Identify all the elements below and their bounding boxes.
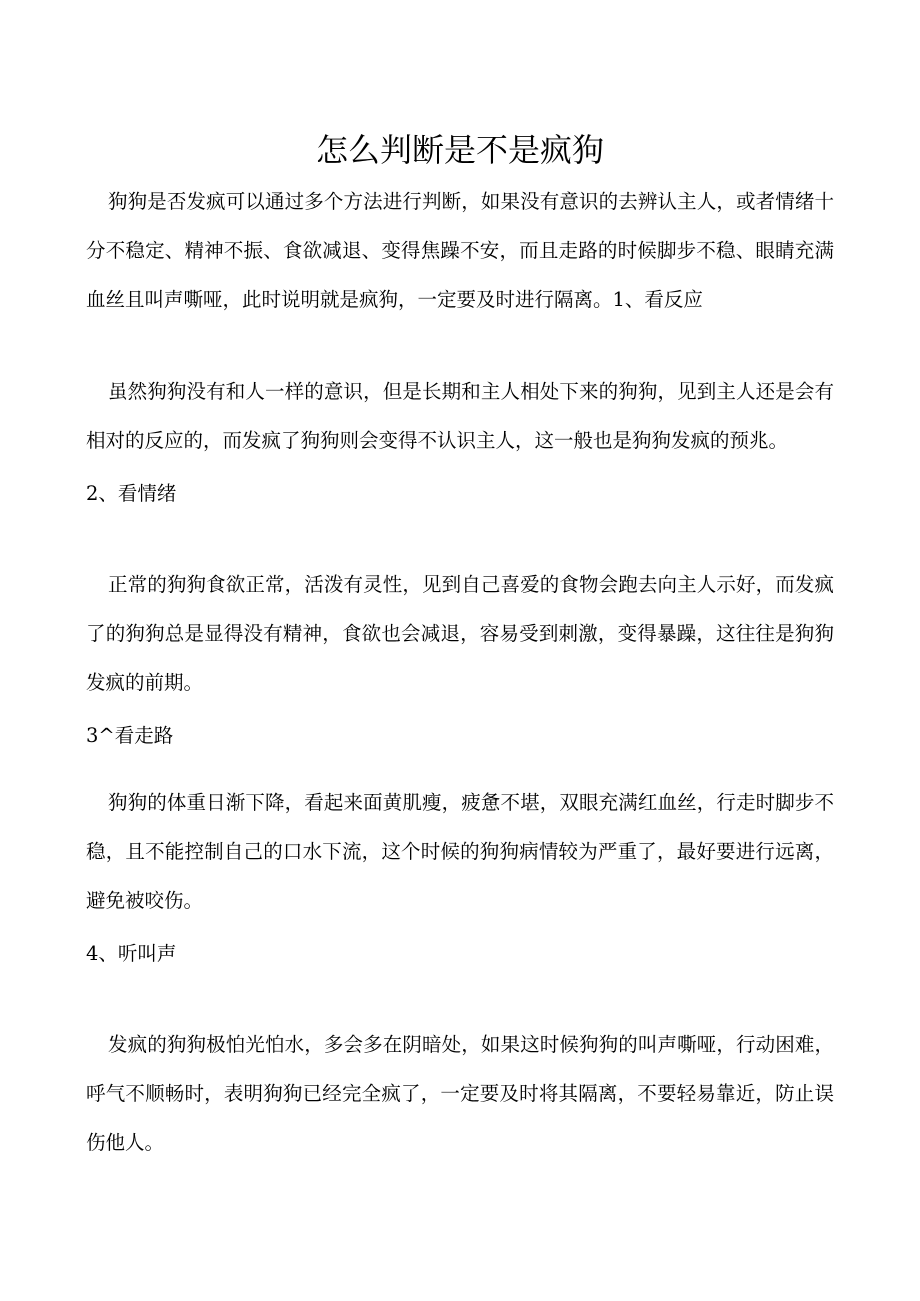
section-3-heading: 3^看走路 (86, 724, 174, 747)
section-4-heading: 4、听叫声 (86, 942, 177, 965)
section-2-body: 正常的狗狗食欲正常，活泼有灵性，见到自己喜爱的食物会跑去向主人示好，而发疯了的狗狗总是显得没有精神，食欲也会减退，容易受到刺激，变得暴躁，这往往是狗狗发疯的前期。 (86, 573, 834, 694)
section-2-heading: 2、看情绪 (86, 482, 177, 505)
section-1-body: 虽然狗狗没有和人一样的意识，但是长期和主人相处下来的狗狗，见到主人还是会有相对的反应的，而发疯了狗狗则会变得不认识主人，这一般也是狗狗发疯的预兆。 (86, 380, 834, 452)
intro-paragraph: 狗狗是否发疯可以通过多个方法进行判断，如果没有意识的去辨认主人，或者情绪十分不稳定、精神不振、食欲减退、变得焦躁不安，而且走路的时候脚步不稳、眼睛充满血丝且叫声嘶哑，此时说明就是疯狗，一定要及时进行隔离。1、看反应 (86, 190, 834, 311)
section-4-body: 发疯的狗狗极怕光怕水，多会多在阴暗处，如果这时候狗狗的叫声嘶哑，行动困难，呼气不顺畅时，表明狗狗已经完全疯了，一定要及时将其隔离，不要轻易靠近，防止误伤他人。 (86, 1033, 834, 1154)
page-title: 怎么判断是不是疯狗 (315, 131, 604, 169)
section-3-body: 狗狗的体重日渐下降，看起来面黄肌瘦，疲惫不堪，双眼充满红血丝，行走时脚步不稳，且不能控制自己的口水下流，这个时候的狗狗病情较为严重了，最好要进行远离，避免被咬伤。 (86, 791, 834, 912)
